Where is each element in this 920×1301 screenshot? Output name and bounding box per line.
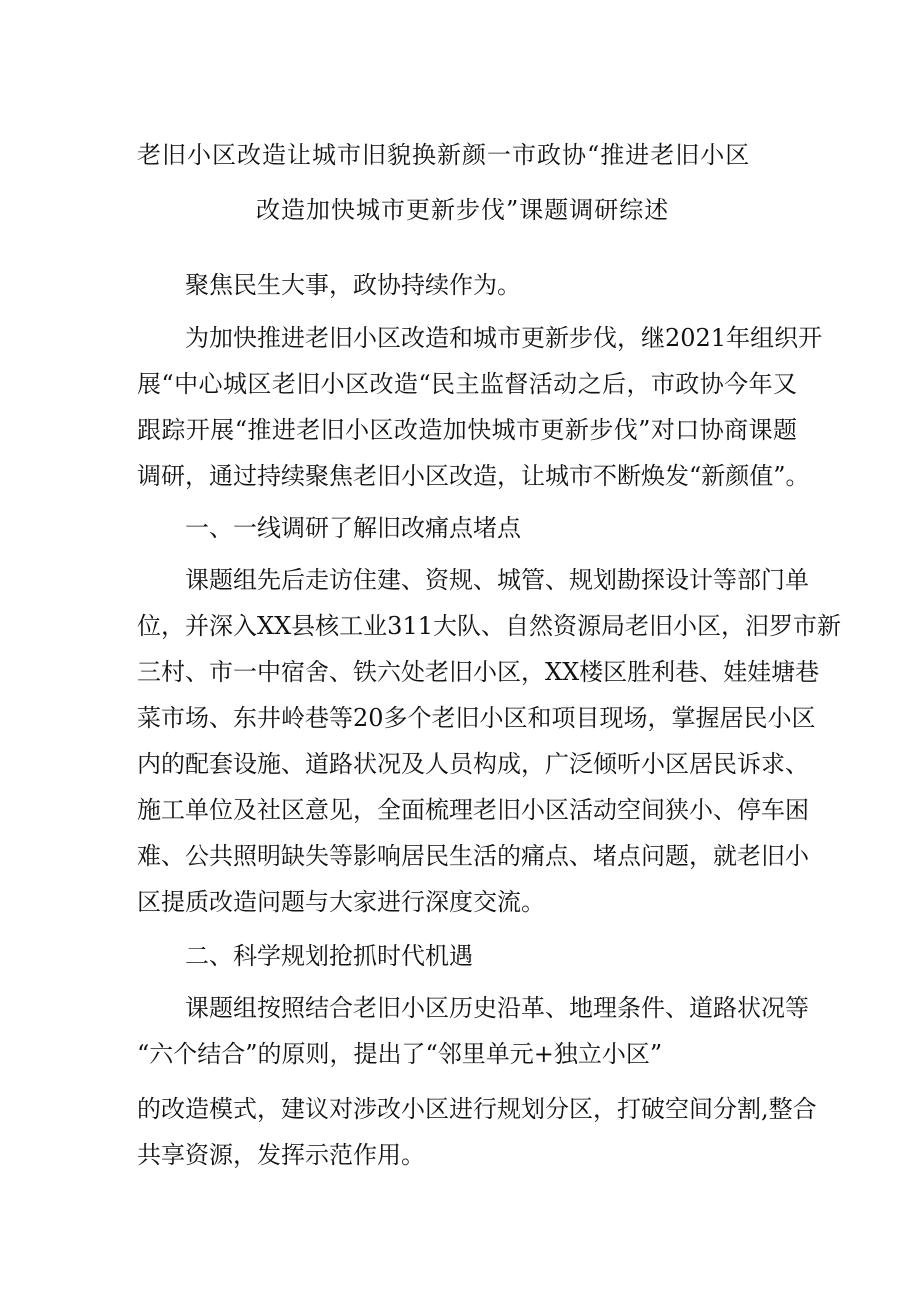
paragraph-line: “六个结合”的原则，提出了“邻里单元+独立小区” — [137, 1040, 663, 1068]
paragraph-line: 的改造模式，建议对涉改小区进行规划分区，打破空间分割,整合 — [137, 1095, 817, 1123]
document-title-line-1: 老旧小区改造让城市旧貌换新颜一市政协“推进老旧小区 — [137, 141, 751, 169]
paragraph-line: 展“中心城区老旧小区改造“民主监督活动之后，市政协今年又 — [137, 370, 797, 398]
paragraph-line: 调研，通过持续聚焦老旧小区改造，让城市不断焕发“新颜值”。 — [137, 462, 810, 490]
section-heading-2: 二、科学规划抢抓时代机遇 — [185, 942, 473, 970]
section-heading-1: 一、一线调研了解旧改痛点堵点 — [185, 514, 521, 542]
paragraph-line: 为加快推进老旧小区改造和城市更新步伐，继2021年组织开 — [185, 324, 823, 352]
paragraph-line: 课题组先后走访住建、资规、城管、规划勘探设计等部门单 — [185, 566, 809, 594]
paragraph-line: 聚焦民生大事，政协持续作为。 — [185, 271, 521, 299]
paragraph-line: 区提质改造问题与大家进行深度交流。 — [137, 888, 545, 916]
paragraph-line: 难、公共照明缺失等影响居民生活的痛点、堵点问题，就老旧小 — [137, 842, 809, 870]
paragraph-line: 施工单位及社区意见，全面梳理老旧小区活动空间狭小、停车困 — [137, 796, 809, 824]
paragraph-line: 三村、市一中宿舍、铁六处老旧小区，XX楼区胜利巷、娃娃塘巷 — [137, 658, 820, 686]
paragraph-line: 课题组按照结合老旧小区历史沿革、地理条件、道路状况等 — [185, 994, 809, 1022]
document-title-line-2: 改造加快城市更新步伐”课题调研综述 — [256, 196, 670, 224]
paragraph-line: 位，并深入XX县核工业311大队、自然资源局老旧小区，汨罗市新 — [137, 612, 841, 640]
paragraph-line: 共享资源，发挥示范作用。 — [137, 1141, 425, 1169]
paragraph-line: 内的配套设施、道路状况及人员构成，广泛倾听小区居民诉求、 — [137, 750, 809, 778]
paragraph-line: 跟踪开展“推进老旧小区改造加快城市更新步伐”对口协商课题 — [137, 416, 797, 444]
paragraph-line: 菜市场、东井岭巷等20多个老旧小区和项目现场，掌握居民小区 — [137, 704, 816, 732]
